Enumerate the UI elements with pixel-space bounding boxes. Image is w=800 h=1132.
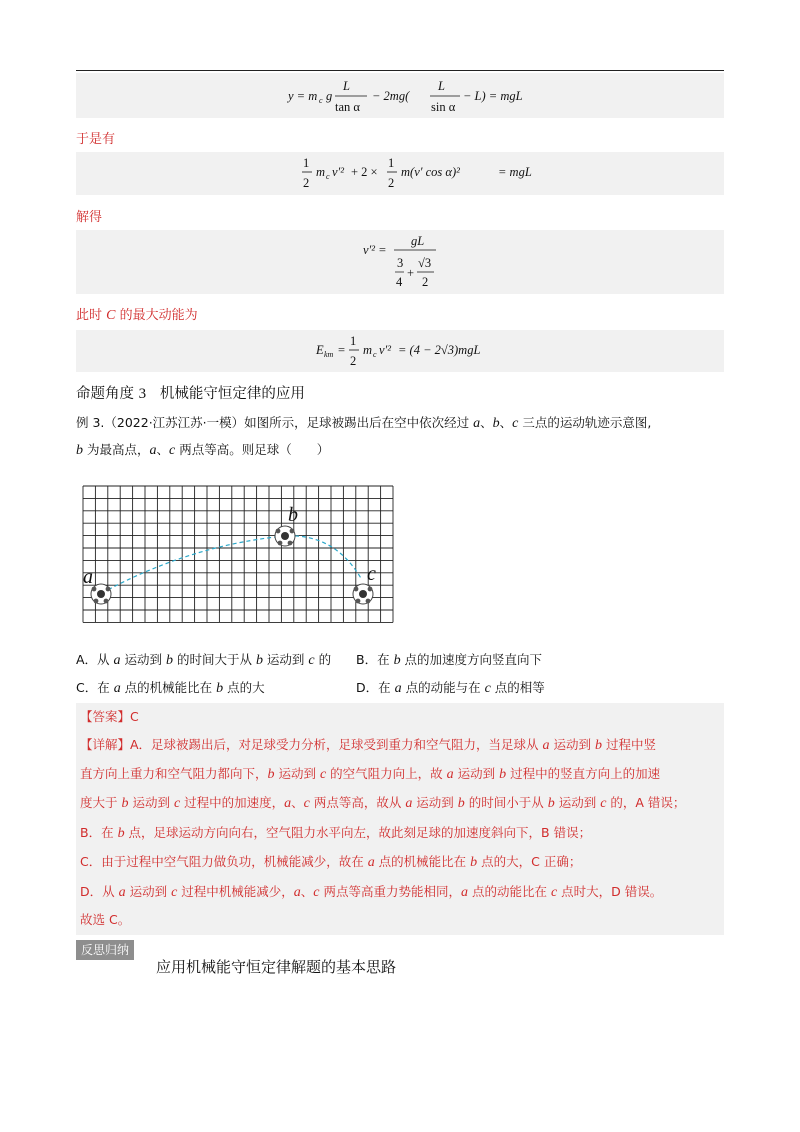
opt-a-v4: c (308, 653, 315, 668)
q-l2-vc: c (169, 443, 176, 458)
ans-l2-b: 运动到 (274, 766, 320, 781)
eq2-sub-c: c (326, 172, 330, 181)
ans-l1-a: 【详解】A．足球被踢出后，对足球受力分析，足球受到重力和空气阻力，当足球从 (80, 737, 543, 752)
eq2-m: m (316, 165, 326, 179)
ans-l3-vc3: c (600, 796, 607, 811)
eq3-num: gL (411, 234, 425, 248)
option-d (356, 678, 545, 697)
q-var-b: b (492, 416, 500, 431)
ans-l3-d: 、 (291, 795, 304, 810)
opt-a-p2: 运动到 (120, 652, 166, 667)
q-l2-a: 为最高点， (83, 442, 150, 457)
eq2-half-num: 1 (303, 156, 310, 170)
ans-l3-f: 运动到 (412, 795, 458, 810)
grid (83, 486, 393, 622)
option-c (76, 678, 265, 697)
opt-c-p3: 点的大 (223, 680, 265, 695)
ans-l2-d: 运动到 (453, 766, 500, 781)
reflect-tag: 反思归纳 (76, 940, 134, 960)
eq3-den-a-den: 4 (396, 275, 403, 289)
label-jiede: 解得 (76, 210, 103, 225)
ans-l5-b: 点的机械能比在 (374, 854, 471, 869)
q-sep1: 、 (480, 415, 493, 430)
eq2-half2-num: 1 (388, 156, 395, 170)
ans-l5-c: 点的大，C 正确； (477, 854, 582, 869)
equation-box-3 (76, 230, 724, 294)
ans-l3-va2: a (405, 796, 413, 811)
ans-l3-vb: b (121, 796, 129, 811)
eq3-lhs: v′² = (363, 243, 387, 257)
ans-l6-c: 过程中机械能减少， (177, 884, 294, 899)
eq1-g: g (326, 89, 333, 103)
eq1-tail: − L) = mgL (463, 89, 523, 103)
section-title-post: 机械能守恒定律的应用 (146, 386, 305, 402)
label-cishi-post: 的最大动能为 (115, 308, 198, 323)
opt-a-v1: a (113, 653, 121, 668)
opt-d-p2: 点的动能与在 (401, 680, 485, 695)
eq4-v2: v′² (379, 343, 392, 357)
ans-l1-vb: b (594, 738, 602, 753)
question-line-1 (76, 410, 726, 437)
eq1-frac2-num: L (438, 79, 445, 93)
reflect-title: 应用机械能守恒定律解题的基本思路 (156, 958, 397, 976)
ans-l5-a: C．由于过程中空气阻力做负功，机械能减少，故在 (80, 854, 368, 869)
ans-l6-va: a (118, 885, 126, 900)
ans-l2-vb2: b (499, 767, 507, 782)
ans-l6-a: D．从 (80, 884, 119, 899)
q-l1-a: 例 3.（2022·江苏江苏·一模）如图所示，足球被踢出后在空中依次经过 (76, 415, 474, 430)
trajectory-svg (80, 483, 400, 633)
ans-l6-va3: a (460, 885, 468, 900)
ans-l3-vc2: c (303, 796, 310, 811)
ans-l3-c: 过程中的加速度， (180, 795, 285, 810)
answer-line-4 (80, 823, 591, 844)
answer-tag: 【答案】C (80, 709, 139, 724)
ans-l1-b: 运动到 (549, 737, 595, 752)
option-a (76, 650, 331, 669)
eq3-den-b-num: √3 (418, 256, 432, 270)
section-title-num: 3 (138, 386, 147, 402)
ans-l5-vb: b (470, 855, 478, 870)
q-sep2: 、 (499, 415, 513, 430)
equation-1 (76, 73, 724, 118)
opt-c-v1: a (113, 681, 121, 696)
question-line-2 (76, 437, 726, 464)
ans-l3-e: 两点等高，故从 (309, 795, 406, 810)
section-title (76, 382, 305, 403)
eq2-m2: m(v′ cos α)² (401, 165, 460, 179)
eq2-half-den: 2 (303, 176, 310, 190)
ans-l6-f: 点的动能比在 (467, 884, 551, 899)
eq1-frac1-den: tan α (335, 100, 360, 114)
eq4-rhs: = (4 − 2√3)mgL (398, 343, 481, 357)
q-var-a: a (473, 416, 481, 431)
ans-l4-a: B．在 (80, 825, 118, 840)
ball-c (353, 584, 373, 604)
opt-b-v1: b (393, 653, 401, 668)
answer-line-7: 故选 C。 (80, 912, 131, 927)
ans-l6-vc2: c (313, 885, 320, 900)
q-l2-var: b (76, 443, 83, 458)
ans-l6-va2: a (293, 885, 301, 900)
eq4-half-num: 1 (350, 334, 357, 348)
opt-a-p4: 运动到 (262, 652, 309, 667)
ans-l2-a: 直方向上重力和空气阻力都向下， (80, 766, 268, 781)
q-l2-sep: 、 (156, 442, 169, 457)
equation-box-1 (76, 73, 724, 118)
ball-b (275, 526, 295, 546)
opt-b-p2: 点的加速度方向竖直向下 (400, 652, 543, 667)
eq4-m: m (363, 343, 373, 357)
eq2-half2-den: 2 (388, 176, 395, 190)
equation-2 (76, 152, 724, 195)
eq3-den-a-num: 3 (397, 256, 404, 270)
eq1-lhs: y = m (288, 89, 318, 103)
ans-l6-vc: c (171, 885, 178, 900)
label-cishi-pre: 此时 (76, 308, 107, 323)
ans-l6-e: 两点等高重力势能相同， (319, 884, 461, 899)
answer-line-3 (80, 793, 685, 814)
opt-c-v2: b (216, 681, 224, 696)
eq2-v2: v′² (332, 165, 345, 179)
ball-a (91, 584, 111, 604)
ans-l2-e: 过程中的竖直方向上的加速 (506, 766, 661, 781)
opt-a-v2: b (165, 653, 173, 668)
ans-l6-b: 运动到 (125, 884, 172, 899)
ans-l2-vb: b (267, 767, 275, 782)
opt-d-p3: 点的相等 (490, 680, 545, 695)
opt-d-v2: c (484, 681, 491, 696)
label-cishi-var: C (106, 308, 116, 323)
opt-a-p3: 的时间大于从 (172, 652, 256, 667)
ans-l1-va: a (542, 738, 550, 753)
ans-l3-a: 度大于 (80, 795, 122, 810)
ans-l6-g: 点时大，D 错误。 (557, 884, 663, 899)
eq4-eq: = (338, 343, 346, 357)
label-b: b (288, 504, 298, 526)
opt-b-p1: B．在 (356, 652, 394, 667)
eq4-half-den: 2 (350, 354, 357, 368)
opt-d-p1: D．在 (356, 680, 395, 695)
option-b (356, 650, 542, 669)
opt-c-p2: 点的机械能比在 (120, 680, 217, 695)
opt-c-p1: C．在 (76, 680, 114, 695)
eq1-frac2-den: sin α (431, 100, 456, 114)
equation-4 (76, 330, 724, 372)
ans-l3-vb2: b (457, 796, 465, 811)
eq3-den-b-den: 2 (422, 275, 429, 289)
q-l2-va: a (149, 443, 157, 458)
ans-l2-va: a (446, 767, 454, 782)
answer-line-6 (80, 882, 662, 903)
answer-line-2 (80, 764, 660, 785)
ans-l3-vb3: b (547, 796, 555, 811)
equation-3 (76, 230, 724, 294)
equation-box-4 (76, 330, 724, 372)
answer-line-5 (80, 852, 581, 873)
ans-l3-vc: c (173, 796, 181, 811)
top-rule (76, 70, 724, 71)
opt-a-p5: 的 (314, 652, 332, 667)
eq4-lhs: E (316, 343, 324, 357)
question-text (76, 410, 726, 464)
eq3-den-plus: + (407, 266, 415, 280)
eq4-sub: km (324, 350, 334, 359)
ans-l3-h: 运动到 (554, 795, 601, 810)
trajectory-figure (80, 483, 400, 637)
ans-l1-c: 过程中竖 (601, 737, 656, 752)
ans-l4-b: 点，足球运动方向向右，空气阻力水平向左，故此刻足球的加速度斜向下，B 错误； (124, 825, 592, 840)
label-yushiyou: 于是有 (76, 132, 116, 147)
ans-l5-va: a (367, 855, 375, 870)
eq1-minus: − 2mg( (372, 89, 410, 103)
ans-l6-d: 、 (300, 884, 314, 899)
eq1-sub-c: c (319, 96, 323, 105)
opt-a-v3: b (255, 653, 263, 668)
q-var-c: c (512, 416, 519, 431)
section-title-pre: 命题角度 (76, 386, 139, 402)
ans-l3-va: a (284, 796, 292, 811)
ans-l6-vc3: c (550, 885, 558, 900)
label-cishi (76, 304, 198, 324)
q-l1-b: 三点的运动轨迹示意图, (518, 415, 652, 430)
eq4-sub-c: c (373, 350, 377, 359)
opt-a-p1: A．从 (76, 652, 114, 667)
answer-line-1 (80, 735, 656, 756)
ans-l3-b: 运动到 (128, 795, 174, 810)
label-a: a (83, 566, 93, 588)
label-c: c (367, 563, 376, 585)
ans-l2-vc: c (319, 767, 327, 782)
ans-l3-i: 的，A 错误； (606, 795, 686, 810)
eq1-frac1-num: L (343, 79, 350, 93)
ans-l4-vb: b (117, 826, 125, 841)
equation-box-2 (76, 152, 724, 195)
eq2-plus: + 2 × (351, 165, 378, 179)
q-l2-b: 两点等高。则足球（ ） (175, 442, 330, 457)
eq2-rhs: = mgL (498, 165, 532, 179)
opt-d-v1: a (394, 681, 402, 696)
ans-l2-c: 的空气阻力向上，故 (326, 766, 447, 781)
ans-l3-g: 的时间小于从 (464, 795, 548, 810)
